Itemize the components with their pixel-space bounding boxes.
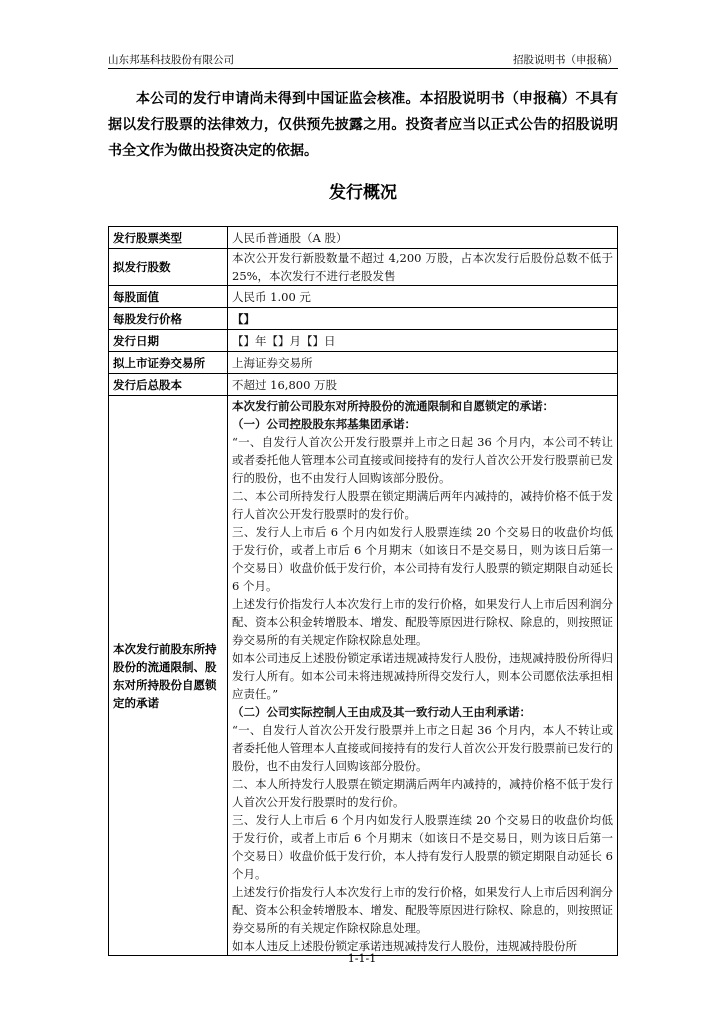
- row-value: 上海证券交易所: [228, 352, 618, 374]
- table-row: [109, 374, 618, 396]
- paragraph: “一、自发行人首次公开发行股票并上市之日起 36 个月内，本人不转让或者委托他人管理本人直接或间接持有的发行人首次公开发行股票前已发行的股份，也不由发行人回购该部分股份。: [232, 723, 613, 773]
- row-value: 人民币 1.00 元: [228, 286, 618, 308]
- lockup-heading: 本次发行前公司股东对所持股份的流通限制和自愿锁定的承诺：: [232, 399, 554, 413]
- page-title: 发行概况: [329, 183, 397, 203]
- row-value: 【】: [228, 308, 618, 330]
- row-label: 本次发行前股东所持股份的流通限制、股东对所持股份自愿锁定的承诺: [109, 396, 228, 956]
- row-label: 发行股票类型: [109, 227, 228, 249]
- header-rule: [108, 68, 618, 69]
- paragraph: 二、本公司所持发行人股票在锁定期满后两年内减持的，减持价格不低于发行人首次公开发行股票时的发行价。: [232, 489, 613, 521]
- lockup-commitments: [228, 396, 618, 956]
- row-label: 拟上市证券交易所: [109, 352, 228, 374]
- paragraph: 如本人违反上述股份锁定承诺违规减持发行人股份，违规减持股份所: [232, 939, 577, 953]
- table-row: [109, 249, 618, 286]
- row-label: 发行日期: [109, 330, 228, 352]
- page-number: 1-1-1: [347, 952, 377, 965]
- row-label: 每股面值: [109, 286, 228, 308]
- table-row: [109, 286, 618, 308]
- row-value: 【】年【】月【】日: [228, 330, 618, 352]
- paragraph: 上述发行价指发行人本次发行上市的发行价格，如果发行人上市后因利润分配、资本公积金转增股本、增发、配股等原因进行除权、除息的，则按照证券交易所的有关规定作除权除息处理。: [232, 885, 613, 935]
- row-label: 每股发行价格: [109, 308, 228, 330]
- paragraph: “一、自发行人首次公开发行股票并上市之日起 36 个月内，本公司不转让或者委托他人管理本公司直接或间接持有的发行人首次公开发行股票前已发行的股份，也不由发行人回购该部分股份。: [232, 435, 613, 485]
- paragraph: 二、本人所持发行人股票在锁定期满后两年内减持的，减持价格不低于发行人首次公开发行股票时的发行价。: [232, 777, 613, 809]
- row-label: 拟发行股数: [109, 249, 228, 286]
- offering-overview-table: [108, 226, 618, 956]
- header-doc-type: 招股说明书（申报稿）: [513, 54, 618, 66]
- section2-title: （二）公司实际控制人王由成及其一致行动人王由利承诺：: [232, 705, 531, 719]
- paragraph: 三、发行人上市后 6 个月内如发行人股票连续 20 个交易日的收盘价均低于发行价，或者上市后 6 个月期末（如该日不是交易日，则为该日后第一个交易日）收盘价低于发行价，本人持有发行人股票的锁定期限自动延长 6 个月。: [232, 813, 613, 881]
- header-company: 山东邦基科技股份有限公司: [108, 54, 234, 66]
- disclaimer-notice: 本公司的发行申请尚未得到中国证监会核准。本招股说明书（申报稿）不具有据以发行股票的法律效力，仅供预先披露之用。投资者应当以正式公告的招股说明书全文作为做出投资决定的依据。: [108, 91, 618, 159]
- row-value: 人民币普通股（A 股）: [228, 227, 618, 249]
- table-row: [109, 227, 618, 249]
- page-header: [108, 50, 618, 68]
- row-value: 本次公开发行新股数量不超过 4,200 万股，占本次发行后股份总数不低于 25%，本次发行不进行老股发售: [228, 249, 618, 286]
- paragraph: 三、发行人上市后 6 个月内如发行人股票连续 20 个交易日的收盘价均低于发行价，或者上市后 6 个月期末（如该日不是交易日，则为该日后第一个交易日）收盘价低于发行价，本公司持有发行人股票的锁定期限自动延长 6 个月。: [232, 525, 613, 593]
- table-row: [109, 396, 618, 956]
- table-row: [109, 330, 618, 352]
- table-row: [109, 308, 618, 330]
- paragraph: 上述发行价指发行人本次发行上市的发行价格，如果发行人上市后因利润分配、资本公积金转增股本、增发、配股等原因进行除权、除息的，则按照证券交易所的有关规定作除权除息处理。: [232, 597, 613, 647]
- table-row: [109, 352, 618, 374]
- section1-title: （一）公司控股股东邦基集团承诺：: [232, 417, 416, 431]
- row-label: 发行后总股本: [109, 374, 228, 396]
- paragraph: 如本公司违反上述股份锁定承诺违规减持发行人股份，违规减持股份所得归发行人所有。如本公司未将违规减持所得交发行人，则本公司愿依法承担相应责任。”: [232, 651, 613, 701]
- row-value: 不超过 16,800 万股: [228, 374, 618, 396]
